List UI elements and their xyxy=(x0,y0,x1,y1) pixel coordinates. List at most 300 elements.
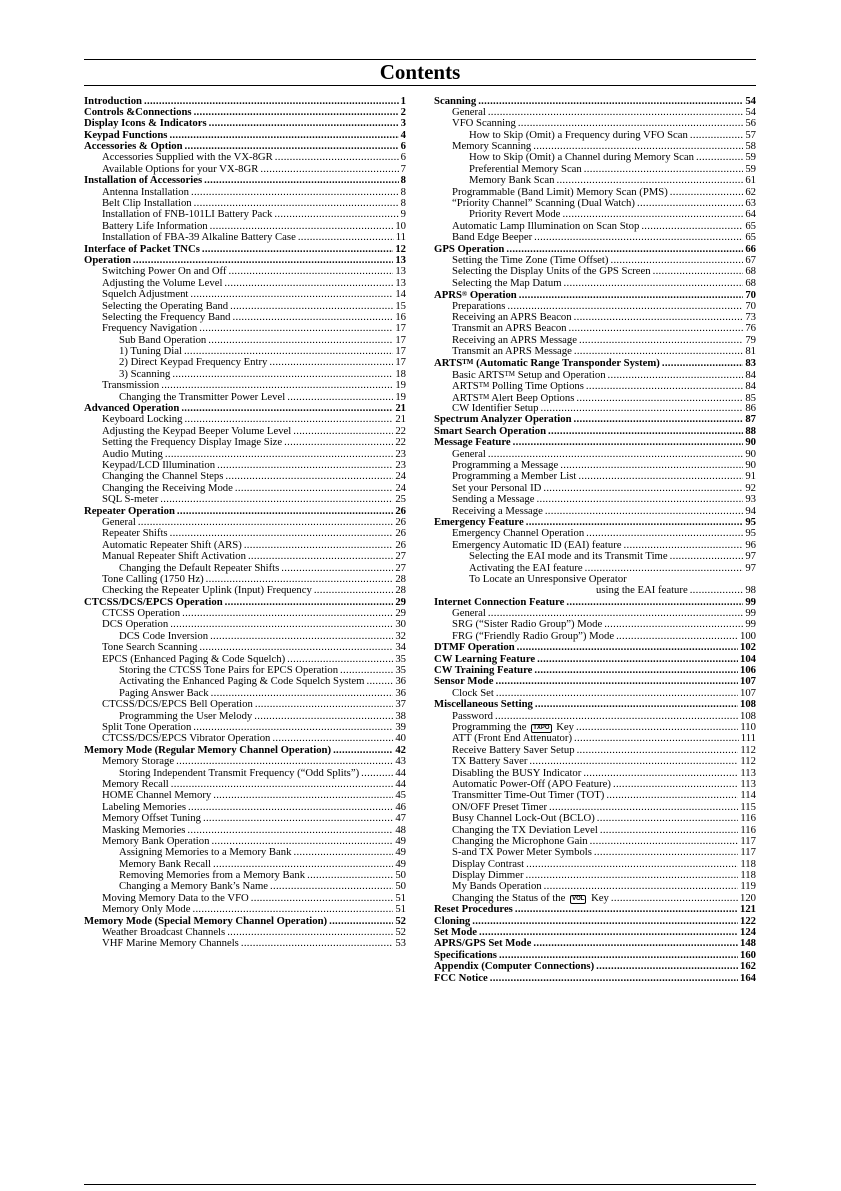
dot-leader xyxy=(287,654,393,665)
toc-page-number: 86 xyxy=(745,403,756,415)
toc-entry xyxy=(84,756,406,767)
dot-leader xyxy=(260,164,398,175)
toc-page-number: 61 xyxy=(745,175,756,187)
toc-entry-text: CW Identifier Setup xyxy=(452,403,539,415)
toc-entry xyxy=(84,244,406,255)
toc-entry-title xyxy=(452,825,598,836)
key-icon: TXPO xyxy=(533,724,550,731)
toc-entry-title xyxy=(119,369,170,380)
toc-entry-title xyxy=(84,597,223,608)
toc-entry-title xyxy=(434,927,477,938)
toc-entry-text: Set Mode xyxy=(434,927,478,939)
dot-leader xyxy=(670,187,744,198)
toc-entry-text: 1) Tuning Dial xyxy=(119,346,182,358)
toc-page-number: 44 xyxy=(395,767,406,779)
toc-entry-title xyxy=(102,483,233,494)
toc-entry xyxy=(84,904,406,915)
toc-entry xyxy=(84,494,406,505)
toc-entry-text-cont: Key xyxy=(553,721,575,733)
toc-entry xyxy=(84,881,406,892)
dot-leader xyxy=(537,494,744,505)
toc-page-number: 34 xyxy=(395,642,406,654)
toc-entry xyxy=(84,357,406,368)
toc-entry-title xyxy=(102,813,201,824)
dot-leader xyxy=(586,528,743,539)
toc-entry xyxy=(84,608,406,619)
dot-leader xyxy=(496,688,738,699)
toc-entry-text: Antenna Installation xyxy=(102,186,189,198)
toc-entry-text: ARTS xyxy=(452,391,479,404)
dot-leader xyxy=(495,676,737,687)
toc-entry xyxy=(84,164,406,175)
toc-page-number: 6 xyxy=(400,141,406,153)
toc-entry xyxy=(84,733,406,744)
toc-entry xyxy=(434,665,756,676)
toc-entry-text: Labeling Memories xyxy=(102,801,186,813)
dot-leader xyxy=(185,141,399,152)
toc-entry xyxy=(84,927,406,938)
toc-entry xyxy=(84,96,406,107)
toc-entry xyxy=(84,323,406,334)
toc-entry-text: Accessories & Option xyxy=(84,141,183,153)
toc-page-number: 67 xyxy=(745,254,756,266)
toc-entry-text: Emergency Feature xyxy=(434,516,524,528)
toc-entry xyxy=(84,893,406,904)
toc-page-number: 35 xyxy=(395,653,406,665)
dot-leader xyxy=(537,654,738,665)
toc-entry-title xyxy=(452,859,524,870)
toc-entry-title xyxy=(119,676,364,687)
toc-page-number: 59 xyxy=(745,152,756,164)
toc-page-number: 92 xyxy=(745,482,756,494)
toc-entry-title xyxy=(452,756,527,767)
page-title: Contents xyxy=(379,60,461,84)
toc-entry xyxy=(84,528,406,539)
toc-entry-title xyxy=(452,232,532,243)
dot-leader xyxy=(217,460,393,471)
toc-page-number: 121 xyxy=(739,904,756,916)
toc-page-number: 40 xyxy=(395,733,406,745)
toc-entry xyxy=(84,255,406,266)
toc-page-number: 93 xyxy=(745,494,756,506)
toc-entry xyxy=(84,278,406,289)
toc-entry-text: Transmitter Time-Out Timer (TOT) xyxy=(452,790,605,802)
toc-entry xyxy=(434,756,756,767)
toc-entry-title xyxy=(452,631,614,642)
toc-entry xyxy=(434,403,756,414)
toc-page-number: 28 xyxy=(395,585,406,597)
dot-leader xyxy=(594,847,738,858)
toc-entry xyxy=(434,346,756,357)
toc-entry-text: ARTS xyxy=(434,357,463,369)
toc-entry-text: VHF Marine Memory Channels xyxy=(102,938,239,950)
toc-entry xyxy=(434,551,756,562)
toc-page-number: 23 xyxy=(395,460,406,471)
toc-entry-title xyxy=(469,130,688,141)
toc-entry-text: Display Icons & Indicators xyxy=(84,118,207,130)
toc-page-number: 116 xyxy=(740,824,756,836)
toc-entry xyxy=(84,813,406,824)
toc-page-number: 22 xyxy=(395,425,406,437)
dot-leader xyxy=(160,494,393,505)
dot-leader xyxy=(287,392,393,403)
dot-leader xyxy=(251,893,394,904)
toc-entry-text: Message Feature xyxy=(434,437,511,449)
toc-entry xyxy=(434,528,756,539)
dot-leader xyxy=(233,312,394,323)
toc-page-number: 42 xyxy=(395,744,406,756)
toc-entry-title xyxy=(102,278,222,289)
toc-page-number: 73 xyxy=(745,311,756,323)
dot-leader xyxy=(579,335,743,346)
toc-entry-title xyxy=(452,335,577,346)
toc-entry-title xyxy=(119,665,338,676)
toc-entry xyxy=(434,289,756,300)
toc-entry-text: Password xyxy=(452,710,493,722)
toc-entry-text: Repeater Shifts xyxy=(102,528,168,540)
dot-leader xyxy=(211,836,393,847)
toc-entry-text: Set your Personal ID xyxy=(452,482,542,494)
dot-leader xyxy=(193,722,393,733)
toc-entry-title xyxy=(102,825,185,836)
toc-entry-title xyxy=(84,107,192,118)
toc-entry xyxy=(434,369,756,380)
toc-page-number: 11 xyxy=(395,232,406,244)
toc-entry-text: Battery Life Information xyxy=(102,220,208,232)
toc-entry xyxy=(84,221,406,232)
dot-leader xyxy=(641,221,743,232)
toc-entry-title xyxy=(452,471,576,482)
dot-leader xyxy=(227,927,393,938)
dot-leader xyxy=(604,619,743,630)
toc-entry-title xyxy=(434,938,531,949)
dot-leader xyxy=(254,711,393,722)
toc-entry-text: Adjusting the Keypad Beeper Volume Level xyxy=(102,425,292,437)
toc-page-number: 81 xyxy=(745,346,756,358)
dot-leader xyxy=(199,642,393,653)
toc-entry-title xyxy=(102,756,174,767)
toc-entry-title xyxy=(84,745,331,756)
toc-entry-text-cont: Key xyxy=(588,892,609,904)
toc-entry-text: Installation of FNB-101LI Battery Pack xyxy=(102,209,273,221)
toc-page-number: 24 xyxy=(395,471,406,483)
toc-entry xyxy=(84,152,406,163)
toc-entry-text: Automatic Repeater Shift (ARS) xyxy=(102,539,242,551)
dot-leader xyxy=(574,733,739,744)
dot-leader xyxy=(540,403,743,414)
toc-page-number: 26 xyxy=(395,539,406,551)
toc-entry xyxy=(84,802,406,813)
toc-entry xyxy=(434,357,756,368)
toc-entry-title xyxy=(119,357,267,368)
toc-entry-text-cont: Alert Beep Options xyxy=(489,391,575,404)
toc-page-number: 35 xyxy=(395,665,406,677)
dot-leader xyxy=(138,517,393,528)
dot-leader xyxy=(228,266,393,277)
toc-entry-title xyxy=(452,881,542,892)
toc-page-number: 45 xyxy=(395,790,406,802)
dot-leader xyxy=(366,676,393,687)
toc-page-number: 9 xyxy=(400,209,406,221)
toc-entry-title xyxy=(469,152,694,163)
toc-page-number: 118 xyxy=(740,870,756,882)
toc-entry-title xyxy=(452,836,588,847)
toc-entry-text: Frequency Navigation xyxy=(102,323,198,335)
dot-leader xyxy=(248,551,393,562)
toc-entry-title xyxy=(102,437,282,448)
dot-leader xyxy=(241,938,393,949)
dot-leader xyxy=(194,107,399,118)
toc-page-number: 98 xyxy=(745,585,756,597)
toc-entry xyxy=(434,506,756,517)
toc-entry-text: Priority Revert Mode xyxy=(469,209,561,221)
toc-entry-text: Specifications xyxy=(434,949,497,961)
dot-leader xyxy=(533,141,743,152)
dot-leader xyxy=(606,790,738,801)
trademark-mark: TM xyxy=(462,358,474,367)
toc-entry-text: Accessories Supplied with the VX-8GR xyxy=(102,152,273,164)
toc-entry-title xyxy=(84,255,131,266)
toc-entry-text: CW Training Feature xyxy=(434,665,533,677)
toc-entry xyxy=(434,141,756,152)
toc-entry-title xyxy=(452,187,668,198)
toc-page-number: 49 xyxy=(395,835,406,847)
toc-page-number: 52 xyxy=(395,915,406,927)
toc-page-number: 39 xyxy=(395,721,406,733)
toc-entry-text: Changing the Receiving Mode xyxy=(102,482,233,494)
toc-entry-title xyxy=(102,164,258,175)
toc-entry-text: using the EAI feature xyxy=(596,585,688,597)
toc-entry-title xyxy=(84,916,327,927)
toc-entry-text: Automatic Lamp Illumination on Scan Stop xyxy=(452,220,640,232)
toc-page-number: 25 xyxy=(395,494,406,506)
toc-page-number: 87 xyxy=(745,414,756,426)
toc-entry xyxy=(434,711,756,722)
toc-entry-text: CTCSS Operation xyxy=(102,608,181,620)
toc-page-number: 43 xyxy=(395,756,406,768)
toc-page-number: 118 xyxy=(740,858,756,870)
dot-leader xyxy=(187,825,393,836)
toc-entry-title xyxy=(452,255,608,266)
dot-leader xyxy=(172,369,393,380)
toc-entry-text: Switching Power On and Off xyxy=(102,266,227,278)
dot-leader xyxy=(653,266,744,277)
toc-entry-text: Cloning xyxy=(434,915,471,927)
toc-entry-title xyxy=(119,392,285,403)
toc-page-number: 120 xyxy=(739,892,756,904)
toc-entry-title xyxy=(434,916,470,927)
toc-page-number: 100 xyxy=(739,630,756,642)
dot-leader xyxy=(190,289,393,300)
toc-entry xyxy=(434,631,756,642)
toc-page-number: 17 xyxy=(395,334,406,346)
toc-entry xyxy=(434,608,756,619)
toc-entry-text: Available Options for your VX-8GR xyxy=(102,163,259,175)
toc-entry-text: S-and TX Power Meter Symbols xyxy=(452,847,592,859)
toc-page-number: 124 xyxy=(739,927,756,939)
toc-entry-text: FCC Notice xyxy=(434,972,488,984)
toc-page-number: 90 xyxy=(745,448,756,460)
toc-entry-title xyxy=(469,209,560,220)
toc-entry-title xyxy=(434,437,511,448)
toc-page-number: 112 xyxy=(740,744,756,756)
title-rule xyxy=(84,85,756,86)
toc-entry-text: To Locate an Unresponsive Operator xyxy=(469,573,627,585)
toc-entry-title xyxy=(452,266,651,277)
dot-leader xyxy=(519,290,744,300)
toc-left-column xyxy=(84,96,406,950)
toc-entry-text: Weather Broadcast Channels xyxy=(102,927,226,939)
toc-entry-title xyxy=(434,676,493,687)
toc-entry-title xyxy=(452,380,584,391)
toc-entry-text: Busy Channel Lock-Out (BCLO) xyxy=(452,813,595,825)
toc-entry xyxy=(84,198,406,209)
toc-entry xyxy=(84,779,406,790)
trademark-mark: ® xyxy=(461,290,468,299)
toc-page-number: 117 xyxy=(740,847,756,859)
dot-leader xyxy=(165,449,393,460)
toc-entry-text: Disabling the BUSY Indicator xyxy=(452,767,582,779)
toc-entry xyxy=(434,597,756,608)
toc-entry-title xyxy=(469,563,583,574)
dot-leader xyxy=(574,312,744,323)
dot-leader xyxy=(181,403,393,414)
toc-entry-title xyxy=(469,175,554,186)
toc-entry-text: DCS Code Inversion xyxy=(119,630,209,642)
toc-entry-text: VFO Scanning xyxy=(452,118,516,130)
toc-page-number: 17 xyxy=(395,346,406,358)
toc-entry-title xyxy=(102,471,223,482)
toc-entry xyxy=(84,551,406,562)
toc-entry xyxy=(84,392,406,403)
toc-entry-title xyxy=(102,187,189,198)
toc-entry-text: Repeater Operation xyxy=(84,505,175,517)
toc-entry xyxy=(434,187,756,198)
toc-entry-title xyxy=(452,449,486,460)
dot-leader xyxy=(586,381,743,391)
toc-entry-title xyxy=(434,426,546,437)
toc-entry-text: General xyxy=(102,516,136,528)
dot-leader xyxy=(526,859,738,870)
toc-page-number: 44 xyxy=(395,778,406,790)
toc-page-number: 7 xyxy=(400,163,406,175)
toc-entry-title xyxy=(452,779,611,790)
toc-entry-title xyxy=(102,312,231,323)
toc-entry xyxy=(434,893,756,904)
toc-entry-title xyxy=(434,904,513,915)
toc-page-number: 8 xyxy=(400,175,406,187)
toc-entry-text: Emergency Channel Operation xyxy=(452,528,585,540)
toc-entry xyxy=(84,711,406,722)
dot-leader xyxy=(284,437,393,448)
toc-entry-text: Selecting the EAI mode and its Transmit Time xyxy=(469,551,668,563)
toc-entry-title xyxy=(102,198,192,209)
toc-entry xyxy=(84,790,406,801)
toc-page-number: 16 xyxy=(395,311,406,323)
toc-entry-title xyxy=(434,96,476,107)
toc-page-number: 52 xyxy=(395,927,406,939)
toc-entry-text: Smart Search Operation xyxy=(434,425,547,437)
toc-entry-title xyxy=(434,973,488,984)
toc-entry xyxy=(84,506,406,517)
toc-entry-text: Setting the Time Zone (Time Offset) xyxy=(452,254,609,266)
toc-entry-text: Receiving a Message xyxy=(452,505,543,517)
dot-leader xyxy=(210,221,394,232)
dot-leader xyxy=(556,175,743,186)
toc-entry-text: Adjusting the Volume Level xyxy=(102,277,223,289)
toc-entry-text: Setting the Frequency Display Image Size xyxy=(102,437,283,449)
dot-leader xyxy=(298,232,394,243)
toc-entry-text: EPCS (Enhanced Paging & Code Squelch) xyxy=(102,653,286,665)
dot-leader xyxy=(209,118,399,129)
toc-entry xyxy=(434,118,756,129)
toc-page-number: 63 xyxy=(745,198,756,210)
toc-entry-title xyxy=(469,551,668,562)
toc-entry xyxy=(434,517,756,528)
toc-entry-title xyxy=(469,574,627,585)
toc-entry-title xyxy=(102,266,226,277)
dot-leader xyxy=(564,278,744,289)
toc-right-column xyxy=(434,96,756,984)
toc-entry-text: APRS/GPS Set Mode xyxy=(434,938,532,950)
toc-entry-title xyxy=(102,551,246,562)
toc-entry xyxy=(84,870,406,881)
dot-leader xyxy=(293,847,393,858)
toc-entry-title xyxy=(452,278,562,289)
dot-leader xyxy=(616,631,738,642)
toc-entry xyxy=(434,699,756,710)
toc-entry xyxy=(84,836,406,847)
toc-page-number: 83 xyxy=(745,357,756,369)
dot-leader xyxy=(275,152,399,163)
toc-page-number: 114 xyxy=(740,790,756,802)
dot-leader xyxy=(574,346,743,357)
toc-entry xyxy=(84,563,406,574)
toc-entry-title xyxy=(452,107,486,118)
toc-page-number: 70 xyxy=(745,300,756,312)
toc-page-number: 54 xyxy=(745,95,756,107)
dot-leader xyxy=(170,528,394,539)
dot-leader xyxy=(479,927,738,938)
trademark-mark: TM xyxy=(478,392,490,401)
toc-entry-title xyxy=(452,733,572,744)
toc-entry-text: HOME Channel Memory xyxy=(102,790,212,802)
toc-page-number: 21 xyxy=(395,403,406,415)
toc-entry xyxy=(434,790,756,801)
toc-page-number: 110 xyxy=(740,721,756,733)
toc-entry xyxy=(434,676,756,687)
toc-entry-title xyxy=(452,369,606,380)
toc-entry xyxy=(84,585,406,596)
toc-page-number: 94 xyxy=(745,505,756,517)
toc-entry-title xyxy=(434,665,532,676)
toc-entry-text: Interface of Packet TNCs xyxy=(84,243,200,255)
toc-entry xyxy=(84,597,406,608)
toc-entry-text: Tone Calling (1750 Hz) xyxy=(102,573,204,585)
dot-leader xyxy=(488,449,743,460)
dot-leader xyxy=(478,96,743,107)
toc-entry-title xyxy=(452,346,572,357)
toc-entry-text: Controls &Connections xyxy=(84,106,192,118)
dot-leader xyxy=(560,460,743,471)
toc-entry-title xyxy=(452,540,622,551)
toc-entry-title xyxy=(452,711,493,722)
dot-leader xyxy=(192,904,393,915)
toc-entry xyxy=(434,471,756,482)
toc-entry xyxy=(84,688,406,699)
toc-entry-title xyxy=(434,597,564,608)
toc-page-number: 13 xyxy=(395,254,406,266)
